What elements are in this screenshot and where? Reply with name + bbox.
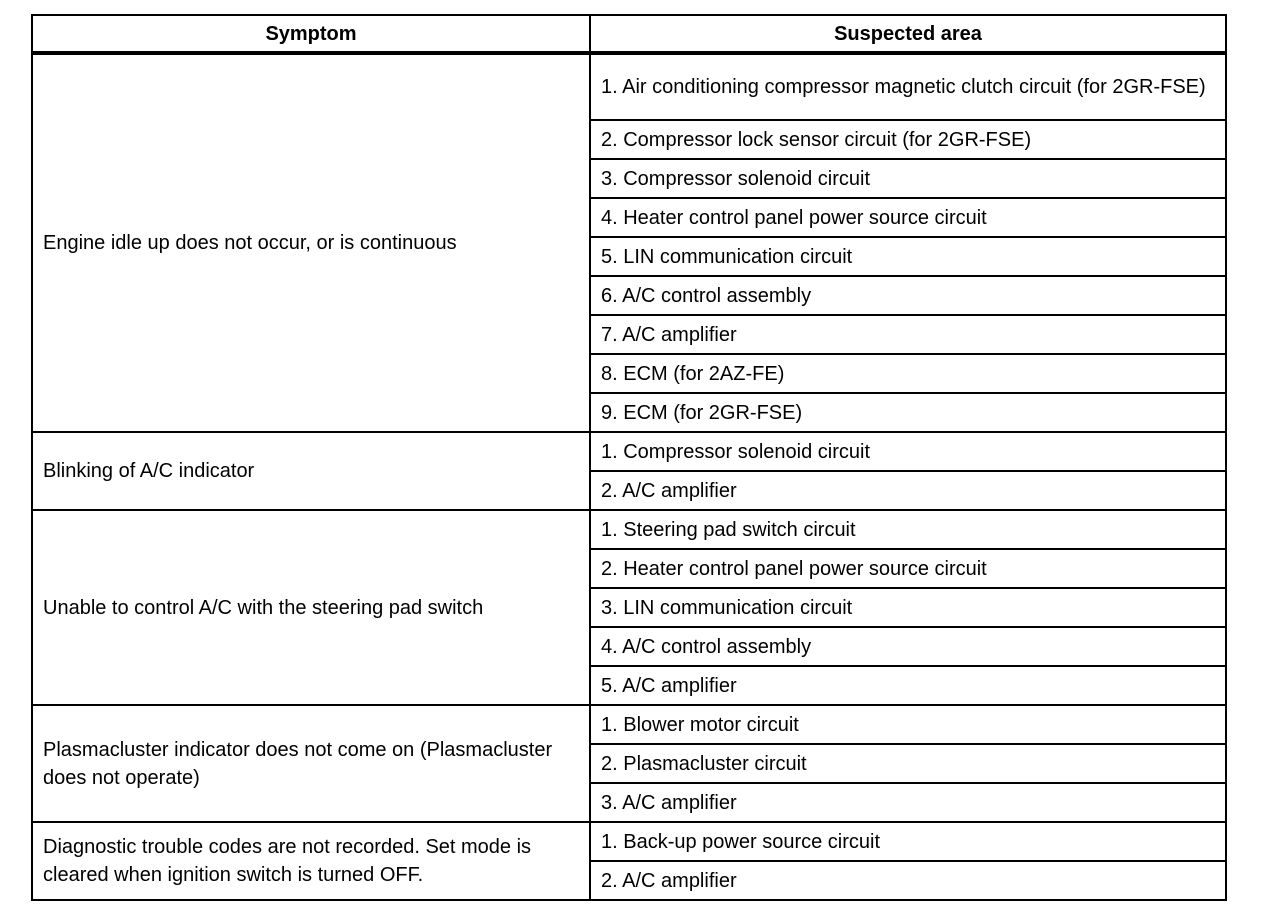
suspected-area-text: 4. A/C control assembly (601, 635, 812, 658)
suspected-area-text: 1. Compressor solenoid circuit (601, 440, 870, 463)
suspected-area-cell (590, 393, 1226, 432)
suspected-area-cell (590, 159, 1226, 198)
table-row (32, 510, 1226, 549)
suspected-area-cell (590, 861, 1226, 900)
table-header-row (32, 15, 1226, 53)
suspected-area-cell (590, 588, 1226, 627)
symptom-column-header: Symptom (32, 15, 590, 53)
symptom-cell (32, 432, 590, 510)
suspected-area-text: 2. Compressor lock sensor circuit (for 2GR-FSE) (601, 128, 1032, 151)
suspected-area-text: 1. Steering pad switch circuit (601, 518, 856, 541)
suspected-area-column-header: Suspected area (590, 15, 1226, 53)
suspected-area-cell (590, 510, 1226, 549)
table-row (32, 705, 1226, 744)
suspected-area-text: 2. Plasmacluster circuit (601, 752, 807, 775)
suspected-area-text: 1. Air conditioning compressor magnetic clutch circuit (for 2GR-FSE) (601, 76, 1206, 98)
suspected-area-cell (590, 822, 1226, 861)
symptom-text: Diagnostic trouble codes are not recorded. Set mode is cleared when ignition switch is turned OFF. (43, 836, 532, 886)
suspected-area-cell (590, 744, 1226, 783)
symptom-text: Unable to control A/C with the steering pad switch (43, 596, 484, 619)
symptom-text: Blinking of A/C indicator (43, 460, 255, 482)
suspected-area-text: 1. Blower motor circuit (601, 713, 799, 736)
suspected-area-cell (590, 549, 1226, 588)
symptom-text: Engine idle up does not occur, or is continuous (43, 232, 457, 254)
suspected-area-text: 3. Compressor solenoid circuit (601, 167, 870, 190)
suspected-area-cell (590, 237, 1226, 276)
symptom-cell (32, 510, 590, 705)
table-row (32, 53, 1226, 120)
suspected-area-text: 2. A/C amplifier (601, 479, 737, 502)
table-row (32, 822, 1226, 861)
table-row (32, 432, 1226, 471)
table-body (32, 53, 1226, 900)
suspected-area-cell (590, 471, 1226, 510)
symptom-table (31, 14, 1227, 901)
symptom-text: Plasmacluster indicator does not come on (Plasmacluster does not operate) (43, 738, 553, 789)
suspected-area-text: 8. ECM (for 2AZ-FE) (601, 362, 785, 385)
suspected-area-text: 1. Back-up power source circuit (601, 830, 881, 853)
suspected-area-text: 3. LIN communication circuit (601, 596, 853, 619)
symptom-cell (32, 705, 590, 822)
suspected-area-text: 2. A/C amplifier (601, 869, 737, 892)
suspected-area-cell (590, 53, 1226, 120)
suspected-area-cell (590, 432, 1226, 471)
suspected-area-cell (590, 354, 1226, 393)
suspected-area-text: 3. A/C amplifier (601, 791, 737, 814)
suspected-area-text: 6. A/C control assembly (601, 284, 812, 307)
suspected-area-cell (590, 276, 1226, 315)
symptom-cell (32, 822, 590, 900)
suspected-area-cell (590, 627, 1226, 666)
suspected-area-cell (590, 198, 1226, 237)
suspected-area-cell (590, 120, 1226, 159)
suspected-area-cell (590, 705, 1226, 744)
suspected-area-text: 5. LIN communication circuit (601, 245, 853, 268)
symptom-cell (32, 53, 590, 432)
suspected-area-cell (590, 666, 1226, 705)
suspected-area-cell (590, 315, 1226, 354)
suspected-area-cell (590, 783, 1226, 822)
suspected-area-text: 7. A/C amplifier (601, 323, 737, 346)
suspected-area-text: 2. Heater control panel power source circuit (601, 557, 987, 580)
suspected-area-text: 9. ECM (for 2GR-FSE) (601, 401, 803, 424)
suspected-area-text: 4. Heater control panel power source circuit (601, 206, 987, 229)
suspected-area-text: 5. A/C amplifier (601, 674, 737, 697)
